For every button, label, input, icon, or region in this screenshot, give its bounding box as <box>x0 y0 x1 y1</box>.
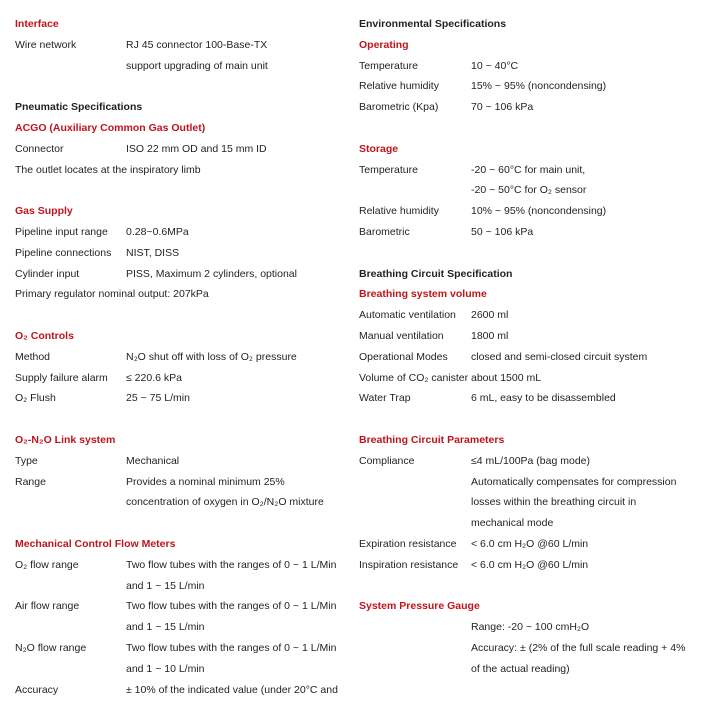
subsection-title-acgo-auxiliary-common-gas-outlet <box>15 118 345 139</box>
spec-value: Provides a nominal minimum 25% <box>126 475 285 488</box>
spec-value: 10 ~ 40°C <box>471 59 519 72</box>
spec-value: Two flow tubes with the ranges of 0 ~ 1 L/Min <box>126 558 337 571</box>
spec-row-connector <box>15 139 345 160</box>
heading-text: Breathing Circuit Parameters <box>359 433 505 446</box>
spec-row-wire-network <box>15 35 345 56</box>
heading-text: Environmental Specifications <box>359 18 507 30</box>
spec-label: Relative humidity <box>359 205 439 218</box>
spec-label: Barometric (Kpa) <box>359 101 439 114</box>
spec-value: RJ 45 connector 100-Base-TX <box>126 38 268 51</box>
spec-value: mechanical mode <box>471 517 554 530</box>
heading-text: Pneumatic Specifications <box>15 101 143 114</box>
spacer <box>359 243 699 264</box>
spec-row-relative-humidity <box>359 76 699 97</box>
spec-row-o-flow-range <box>15 555 345 576</box>
spec-value: 2600 ml <box>471 309 509 322</box>
spec-row-o-flush <box>15 388 345 409</box>
spec-label: Manual ventilation <box>359 329 444 342</box>
spacer <box>15 180 345 201</box>
heading-text: Operating <box>359 38 409 51</box>
spec-value: Automatically compensates for compression <box>471 475 677 488</box>
heading-text: Storage <box>359 142 399 155</box>
spec-row-automatic-ventilation <box>359 305 699 326</box>
section-title-breathing-circuit-specification <box>359 264 699 285</box>
spec-continuation <box>15 617 345 638</box>
spec-row-pipeline-input-range <box>15 222 345 243</box>
spec-label: Temperature <box>359 163 418 176</box>
heading-text: Breathing Circuit Specification <box>359 267 513 280</box>
spec-value: of the actual reading) <box>471 662 570 675</box>
subsection-title-breathing-circuit-parameters <box>359 430 699 451</box>
spec-note <box>15 284 345 305</box>
spec-value: ≤4 mL/100Pa (bag mode) <box>471 454 590 467</box>
spec-value: < 6.0 cm H₂O @60 L/min <box>471 558 589 571</box>
spec-value: and 1 ~ 15 L/min <box>126 579 205 592</box>
spec-row-relative-humidity <box>359 201 699 222</box>
spec-label: Supply failure alarm <box>15 371 108 384</box>
subsection-title-operating <box>359 35 699 56</box>
heading-text: O₂ Controls <box>15 329 74 342</box>
subsection-title-breathing-system-volume <box>359 284 699 305</box>
spec-value: Two flow tubes with the ranges of 0 ~ 1 L/Min <box>126 641 337 654</box>
left-column <box>15 14 345 700</box>
spec-row-barometric-kpa <box>359 97 699 118</box>
spec-continuation <box>359 659 699 680</box>
spec-label: Temperature <box>359 59 418 72</box>
spec-value: 15% ~ 95% (noncondensing) <box>471 80 607 93</box>
spec-row-n-o-flow-range <box>15 638 345 659</box>
spec-label: Cylinder input <box>15 267 80 280</box>
spec-note <box>15 160 345 181</box>
spec-label: Pipeline connections <box>15 246 112 259</box>
spec-label: Wire network <box>15 38 77 51</box>
spec-label: Pipeline input range <box>15 225 108 238</box>
spec-row-supply-failure-alarm <box>15 368 345 389</box>
spec-value: ± 10% of the indicated value (under 20°C and <box>126 683 338 696</box>
spec-row-expiration-resistance <box>359 534 699 555</box>
spec-value: 70 ~ 106 kPa <box>471 101 534 114</box>
spec-value: 0.28~0.6MPa <box>126 225 189 238</box>
spec-label: Expiration resistance <box>359 537 457 550</box>
spec-label: Relative humidity <box>359 80 439 93</box>
spec-row-manual-ventilation <box>359 326 699 347</box>
spec-label: Volume of CO₂ canister <box>359 371 469 384</box>
spec-label: Type <box>15 454 38 467</box>
spec-row-air-flow-range <box>15 596 345 617</box>
spec-value: Two flow tubes with the ranges of 0 ~ 1 L/Min <box>126 600 337 613</box>
heading-text: Breathing system volume <box>359 288 487 301</box>
spec-continuation <box>359 472 699 493</box>
spec-value: 10% ~ 95% (noncondensing) <box>471 205 607 218</box>
spec-value: and 1 ~ 10 L/min <box>126 662 205 675</box>
spec-row-temperature <box>359 160 699 181</box>
spec-value: < 6.0 cm H₂O @60 L/min <box>471 537 589 550</box>
spec-value: ≤ 220.6 kPa <box>126 371 182 384</box>
spec-row-compliance <box>359 451 699 472</box>
spec-label: Automatic ventilation <box>359 309 456 322</box>
spec-label: O₂ flow range <box>15 558 79 571</box>
spec-value: 6 mL, easy to be disassembled <box>471 392 616 405</box>
spec-value: 25 ~ 75 L/min <box>126 392 190 405</box>
spec-continuation <box>359 638 699 659</box>
spec-label: Barometric <box>359 225 410 238</box>
spec-continuation <box>15 492 345 513</box>
spec-value: Accuracy: ± (2% of the full scale reading + 4% <box>471 641 686 654</box>
spec-row-cylinder-input <box>15 264 345 285</box>
spec-value: losses within the breathing circuit in <box>471 496 637 509</box>
spec-note-text: Primary regulator nominal output: 207kPa <box>15 288 209 301</box>
spec-row-temperature <box>359 56 699 77</box>
spec-label: Accuracy <box>15 683 59 696</box>
spec-value: closed and semi-closed circuit system <box>471 350 648 363</box>
subsection-title-o-controls <box>15 326 345 347</box>
spec-row-method <box>15 347 345 368</box>
spacer <box>15 409 345 430</box>
spec-row-barometric <box>359 222 699 243</box>
spec-value: -20 ~ 60°C for main unit, <box>471 163 586 176</box>
spec-label: Water Trap <box>359 392 411 405</box>
subsection-title-gas-supply <box>15 201 345 222</box>
subsection-title-system-pressure-gauge <box>359 596 699 617</box>
spacer <box>15 305 345 326</box>
spec-value: NIST, DISS <box>126 246 180 259</box>
section-title-pneumatic-specifications <box>15 97 345 118</box>
spec-value: and 1 ~ 15 L/min <box>126 621 205 634</box>
spec-row-pipeline-connections <box>15 243 345 264</box>
spacer <box>15 513 345 534</box>
spacer <box>359 409 699 430</box>
spec-label: O₂ Flush <box>15 392 56 405</box>
spec-value: support upgrading of main unit <box>126 59 268 72</box>
spec-row-type <box>15 451 345 472</box>
spec-row-operational-modes <box>359 347 699 368</box>
spec-row-inspiration-resistance <box>359 555 699 576</box>
subsection-title-storage <box>359 139 699 160</box>
spec-label: Air flow range <box>15 600 80 613</box>
spec-value: PISS, Maximum 2 cylinders, optional <box>126 267 297 280</box>
section-title-environmental-specifications <box>359 14 699 35</box>
spec-label: Compliance <box>359 454 415 467</box>
subsection-title-mechanical-control-flow-meters <box>15 534 345 555</box>
spec-continuation <box>15 659 345 680</box>
spec-value: ISO 22 mm OD and 15 mm ID <box>126 142 267 155</box>
spec-note-text: The outlet locates at the inspiratory limb <box>15 163 201 176</box>
heading-text: Gas Supply <box>15 205 73 218</box>
spec-value: concentration of oxygen in O₂/N₂O mixture <box>126 496 324 509</box>
spec-row-accuracy <box>15 680 345 701</box>
spec-continuation <box>15 56 345 77</box>
spec-row-volume-of-co-canister <box>359 368 699 389</box>
spec-label: Operational Modes <box>359 350 448 363</box>
right-column <box>359 14 699 680</box>
spec-label: Range <box>15 475 46 488</box>
heading-text: Interface <box>15 18 59 30</box>
spec-value: Range: -20 ~ 100 cmH₂O <box>471 621 590 634</box>
spec-continuation <box>359 513 699 534</box>
spec-label: Connector <box>15 142 64 155</box>
heading-text: System Pressure Gauge <box>359 600 480 613</box>
spec-continuation <box>15 576 345 597</box>
heading-text: ACGO (Auxiliary Common Gas Outlet) <box>15 121 206 134</box>
spec-label: N₂O flow range <box>15 641 87 654</box>
spec-continuation <box>359 617 699 638</box>
spec-label: Method <box>15 350 51 363</box>
heading-text: O₂-N₂O Link system <box>15 433 116 446</box>
subsection-title-o-n-o-link-system <box>15 430 345 451</box>
spec-continuation <box>359 180 699 201</box>
spec-row-range <box>15 472 345 493</box>
subsection-title-interface <box>15 14 345 35</box>
spec-value: about 1500 mL <box>471 371 542 384</box>
spec-value: 1800 ml <box>471 329 509 342</box>
spec-value: N₂O shut off with loss of O₂ pressure <box>126 350 297 363</box>
spec-value: Mechanical <box>126 454 180 467</box>
spec-value: -20 ~ 50°C for O₂ sensor <box>471 184 587 197</box>
spec-label: Inspiration resistance <box>359 558 459 571</box>
spacer <box>359 576 699 597</box>
spec-row-water-trap <box>359 388 699 409</box>
spec-continuation <box>359 492 699 513</box>
spacer <box>359 118 699 139</box>
heading-text: Mechanical Control Flow Meters <box>15 537 176 550</box>
spacer <box>15 76 345 97</box>
spec-value: 50 ~ 106 kPa <box>471 225 534 238</box>
